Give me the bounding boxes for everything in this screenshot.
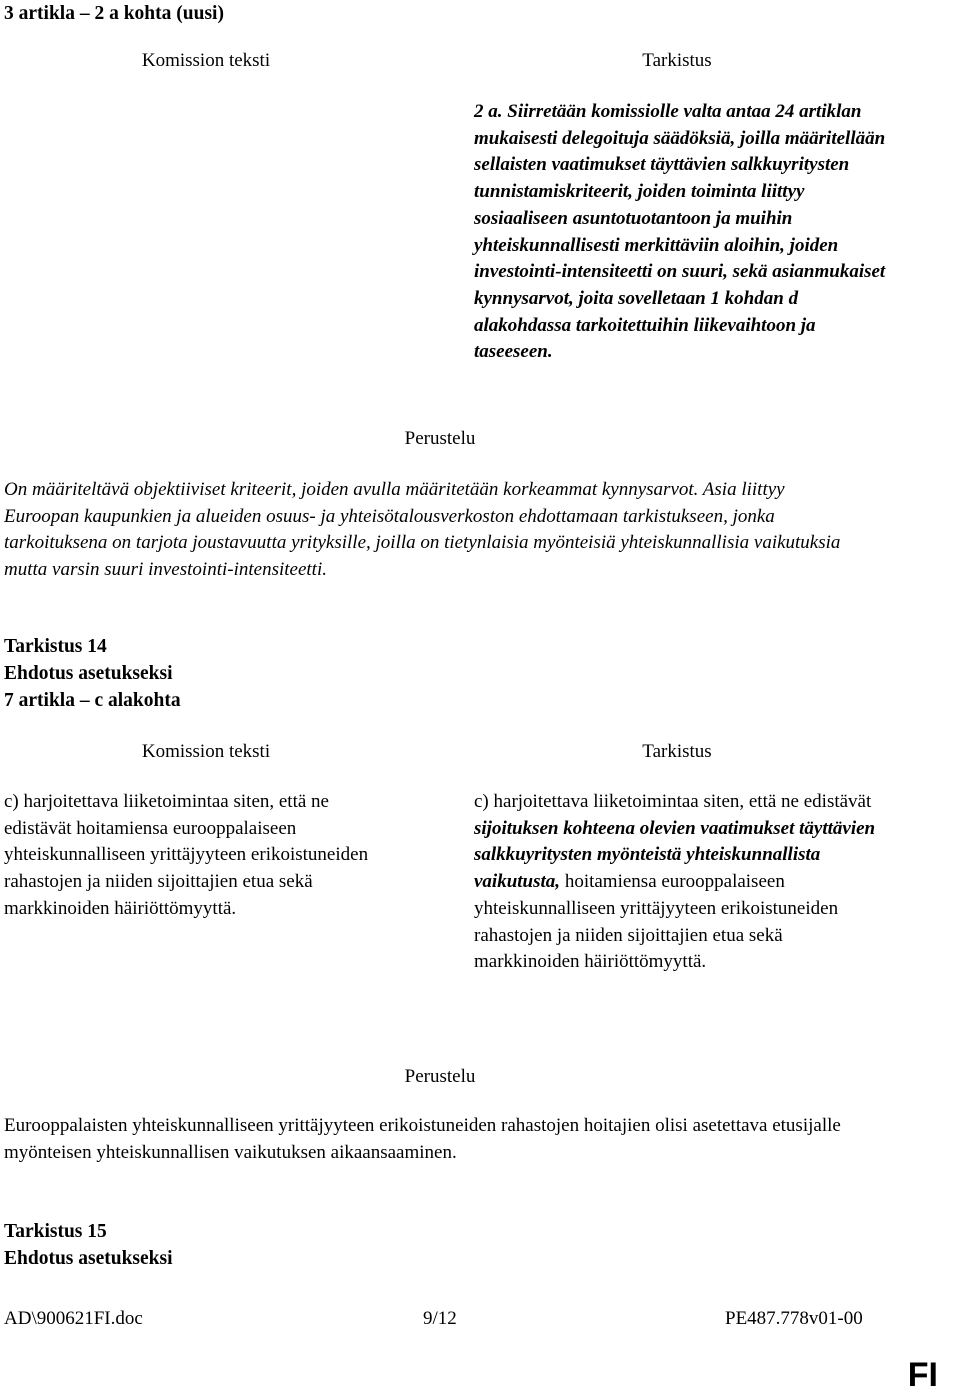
- column-header-commission-text: Komission teksti: [141, 50, 271, 71]
- amendment-text-unchanged: c) harjoitettava liiketoimintaa siten, että ne edistävät: [474, 791, 872, 812]
- column-header-commission-text: Komission teksti: [141, 741, 271, 762]
- amendment-number: Tarkistus 14: [4, 636, 107, 657]
- justification-text: Eurooppalaisten yhteiskunnalliseen yrittäjyyteen erikoistuneiden rahastojen hoitajien olisi asetettava etusijalle myönteisen yhteiskunnallisen vaikutuksen aikaansaaminen.: [4, 1115, 841, 1163]
- amendment-text-inserted: sijoituksen kohteena olevien vaatimukset täyttävien salkkuyritysten myönteistä yhteiskunnallista vaikutusta,: [474, 817, 876, 893]
- amendment-text-unchanged-tail: hoitamiensa eurooppalaiseen yhteiskunnalliseen yrittäjyyteen erikoistuneiden rahastojen ja niiden sijoittajien etua sekä markkinoiden häiriöttömyyttä.: [474, 871, 839, 973]
- footer-pe-reference: PE487.778v01-00: [725, 1308, 863, 1329]
- justification-text: On määriteltävä objektiiviset kriteerit, joiden avulla määritetään korkeammat kynnysarvot. Asia liittyy Euroopan kaupunkien ja alueiden osuus- ja yhteisötalousverkoston ehdottamaan tarkistukseen, jonka tarkoituksena on tarjota joustavuutta yrityksille, joilla on tietynlaisia myönteisiä yhteiskunnallisia vaikutuksia mutta varsin suuri investointi-intensiteetti.: [4, 479, 841, 581]
- column-header-amendment: Tarkistus: [642, 741, 712, 762]
- footer-page-number: 9/12: [423, 1308, 457, 1329]
- justification-label: Perustelu: [404, 428, 476, 449]
- justification-label: Perustelu: [404, 1066, 476, 1087]
- proposal-label: Ehdotus asetukseksi: [4, 663, 173, 684]
- amendment-text: [474, 789, 879, 976]
- footer-document-reference: AD\900621FI.doc: [4, 1308, 143, 1329]
- commission-text: c) harjoitettava liiketoimintaa siten, että ne edistävät hoitamiensa eurooppalaiseen yhteiskunnalliseen yrittäjyyteen erikoistuneiden rahastojen ja niiden sijoittajien etua sekä markkinoiden häiriöttömyyttä.: [4, 791, 369, 919]
- amendment-text: 2 a. Siirretään komissiolle valta antaa 24 artiklan mukaisesti delegoituja säädöksiä, joilla määritellään sellaisten vaatimukset täyttävien salkkuyritysten tunnistamiskriteerit, joiden toiminta liittyy sosiaaliseen asuntotuotantoon ja muihin yhteiskunnallisesti merkittäviin aloihin, joiden investointi-intensiteetti on suuri, sekä asianmukaiset kynnysarvot, joita sovelletaan 1 kohdan d alakohdassa tarkoitettuihin liikevaihtoon ja taseeseen.: [474, 101, 886, 363]
- language-code: FI: [907, 1356, 938, 1394]
- article-reference: 7 artikla – c alakohta: [4, 690, 181, 711]
- proposal-label: Ehdotus asetukseksi: [4, 1248, 173, 1269]
- amendment-number: Tarkistus 15: [4, 1221, 107, 1242]
- amendment-heading: 3 artikla – 2 a kohta (uusi): [4, 3, 224, 24]
- column-header-amendment: Tarkistus: [642, 50, 712, 71]
